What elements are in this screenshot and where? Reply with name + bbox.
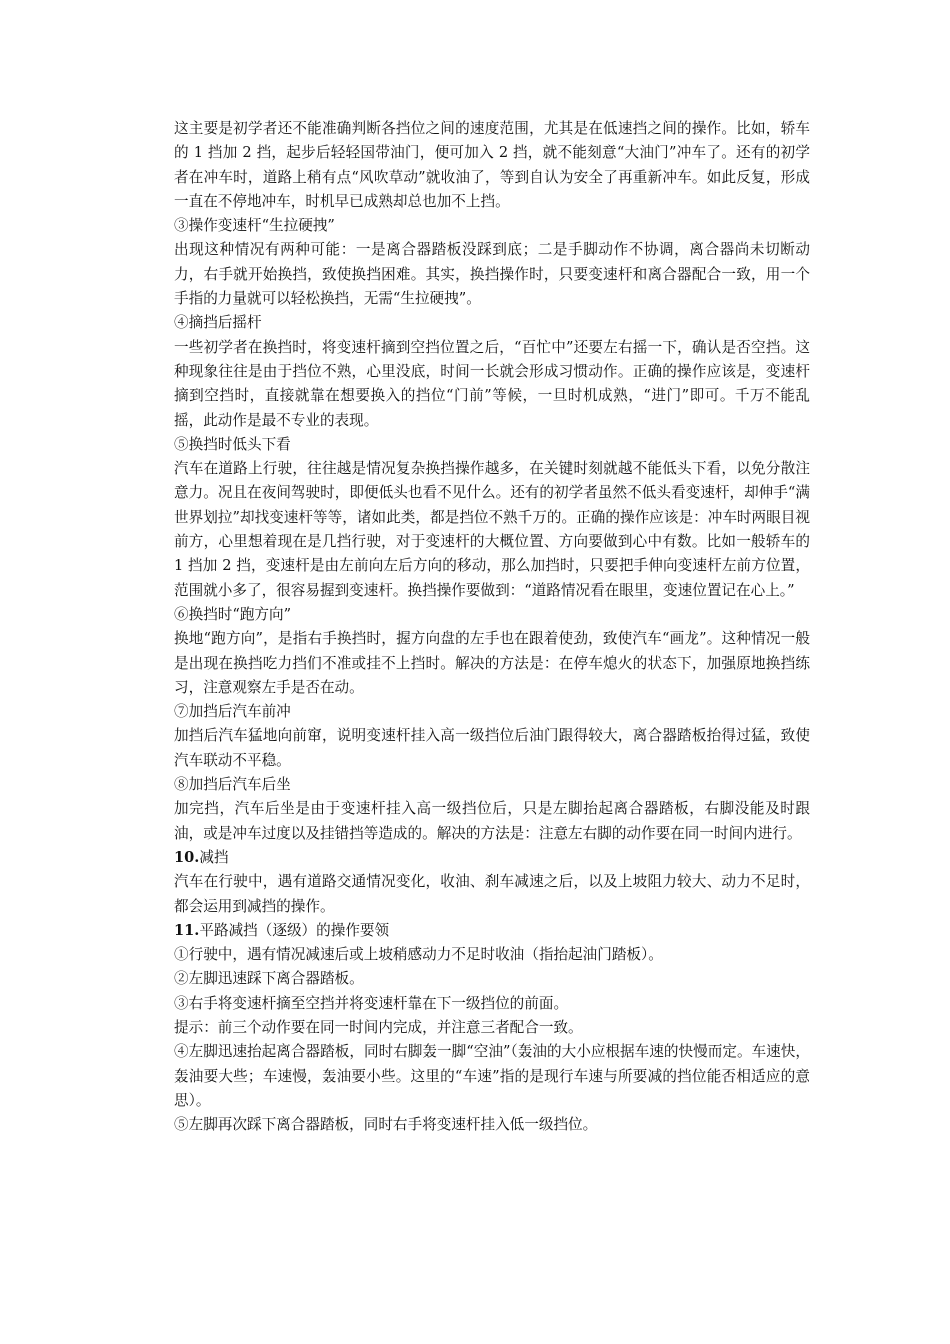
section-10-body: 汽车在行驶中，遇有道路交通情况变化，收油、刹车减速之后，以及上坡阻力较大、动力不足时，都会运用到减挡的操作。 bbox=[174, 873, 810, 915]
subheading: ⑤换挡时低头下看 bbox=[174, 435, 291, 453]
section-11-heading bbox=[174, 919, 810, 943]
list-item: ⑤左脚再次踩下离合器踏板，同时右手将变速杆挂入低一级挡位。 bbox=[174, 1116, 598, 1134]
list-item: ②左脚迅速踩下离合器踏板。 bbox=[174, 970, 364, 988]
paragraph: 一些初学者在换挡时，将变速杆摘到空挡位置之后，“百忙中”还要左右摇一下，确认是否空挡。这种现象往往是由于挡位不熟，心里没底，时间一长就会形成习惯动作。正确的操作应该是，变速杆摘到空挡时，直接就靠在想要换入的挡位“门前”等候，一旦时机成熟，“进门”即可。千万不能乱摇，此动作是最不专业的表现。 bbox=[174, 338, 810, 429]
paragraph: 这主要是初学者还不能准确判断各挡位之间的速度范围，尤其是在低速挡之间的操作。比如，轿车的 1 挡加 2 挡，起步后轻轻国带油门，便可加入 2 挡，就不能刻意“大油门”冲车了。还有的初学者在冲车时，道路上稍有点“风吹草动”就收油了，等到自认为安全了再重新冲车。如此反复，形成一直在不停地冲车，时机早已成熟却总也加不上挡。 bbox=[174, 120, 810, 210]
section-10-title: 减挡 bbox=[199, 848, 229, 866]
section-11-title: 平路减挡（逐级）的操作要领 bbox=[199, 921, 390, 939]
list-item: ③右手将变速杆摘至空挡并将变速杆靠在下一级挡位的前面。 bbox=[174, 994, 569, 1012]
section-10-number: 10. bbox=[174, 848, 200, 866]
list-item: ④左脚迅速抬起离合器踏板，同时右脚轰一脚“空油”（轰油的大小应根据车速的快慢而定。车速快，轰油要大些；车速慢，轰油要小些。这里的“车速”指的是现行车速与所要减的挡位能否相适应的意思）。 bbox=[174, 1043, 810, 1109]
document-page bbox=[174, 117, 810, 1137]
paragraph: 加挡后汽车猛地向前窜，说明变速杆挂入高一级挡位后油门跟得较大，离合器踏板抬得过猛，致使汽车联动不平稳。 bbox=[174, 727, 810, 769]
paragraph: 加完挡，汽车后坐是由于变速杆挂入高一级挡位后，只是左脚抬起离合器踏板，右脚没能及时跟油，或是冲车过度以及挂错挡等造成的。解决的方法是：注意左右脚的动作要在同一时间内进行。 bbox=[174, 800, 810, 842]
section-10-heading bbox=[174, 846, 810, 870]
subheading: ④摘挡后摇杆 bbox=[174, 314, 262, 332]
subheading: ⑥换挡时“跑方向” bbox=[174, 605, 292, 623]
list-item: ①行驶中，遇有情况减速后或上坡稍感动力不足时收油（指抬起油门踏板）。 bbox=[174, 946, 663, 964]
subheading: ⑧加挡后汽车后坐 bbox=[174, 776, 291, 794]
paragraph: 出现这种情况有两种可能：一是离合器踏板没踩到底；二是手脚动作不协调，离合器尚未切断动力，右手就开始换挡，致使换挡困难。其实，换挡操作时，只要变速杆和离合器配合一致，用一个手指的力量就可以轻松换挡，无需“生拉硬拽”。 bbox=[174, 241, 810, 308]
paragraph: 汽车在道路上行驶，往往越是情况复杂换挡操作越多，在关键时刻就越不能低头下看，以免分散注意力。况且在夜间驾驶时，即便低头也看不见什么。还有的初学者虽然不低头看变速杆，却伸手“满世界划拉”却找变速杆等等，诸如此类，都是挡位不熟千万的。正确的操作应该是：冲车时两眼目视前方，心里想着现在是几挡行驶，对于变速杆的大概位置、方向要做到心中有数。比如一般轿车的 1 挡加 2 挡，变速杆是由左前向左后方向的移动，那么加挡时，只要把手伸向变速杆左前方位置，范围就小多了，很容易握到变速杆。换挡操作要做到：“道路情况看在眼里，变速位置记在心上。” bbox=[174, 460, 810, 599]
paragraph: 换地“跑方向”，是指右手换挡时，握方向盘的左手也在跟着使劲，致使汽车“画龙”。这种情况一般是出现在换挡吃力挡们不准或挂不上挡时。解决的方法是：在停车熄火的状态下，加强原地换挡练习，注意观察左手是否在动。 bbox=[174, 630, 810, 696]
subheading: ③操作变速杆“生拉硬拽” bbox=[174, 217, 335, 235]
tip-item: 提示：前三个动作要在同一时间内完成，并注意三者配合一致。 bbox=[174, 1018, 583, 1036]
section-11-number: 11. bbox=[174, 921, 200, 939]
subheading: ⑦加挡后汽车前冲 bbox=[174, 703, 291, 721]
